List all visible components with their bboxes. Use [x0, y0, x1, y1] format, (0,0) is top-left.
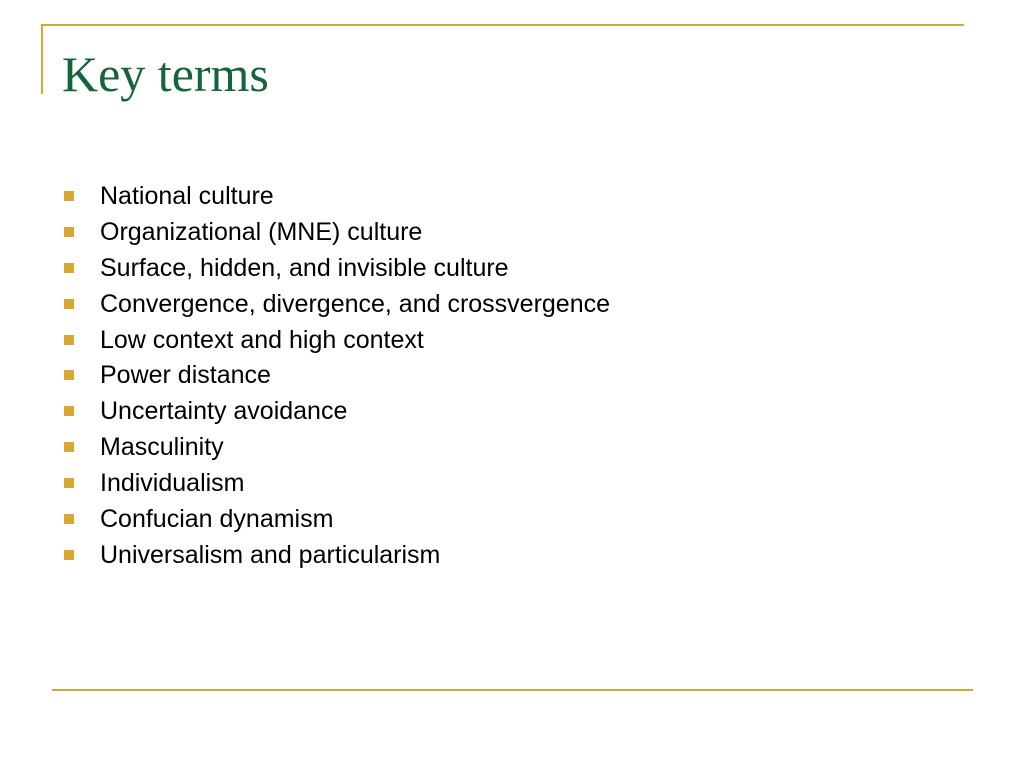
- list-item: [64, 357, 610, 393]
- bullet-text: Convergence, divergence, and crossvergence: [100, 289, 611, 318]
- square-bullet-icon: [64, 227, 74, 237]
- list-item: [64, 465, 610, 501]
- list-item: [64, 501, 610, 537]
- list-item: [64, 286, 610, 322]
- top-frame-line: [41, 24, 964, 26]
- bullet-text: Masculinity: [100, 433, 224, 462]
- list-item: [64, 322, 610, 358]
- bullet-text: Uncertainty avoidance: [100, 397, 348, 426]
- bottom-rule-line: [52, 689, 973, 691]
- square-bullet-icon: [64, 442, 74, 452]
- slide-title: Key terms: [62, 46, 269, 102]
- bullet-text: Power distance: [100, 361, 271, 390]
- bullet-text: National culture: [100, 181, 274, 210]
- bullet-text: Universalism and particularism: [100, 540, 441, 569]
- square-bullet-icon: [64, 406, 74, 416]
- left-frame-line: [41, 24, 43, 94]
- list-item: [64, 429, 610, 465]
- square-bullet-icon: [64, 478, 74, 488]
- list-item: [64, 393, 610, 429]
- list-item: [64, 214, 610, 250]
- square-bullet-icon: [64, 370, 74, 380]
- bullet-text: Confucian dynamism: [100, 504, 334, 533]
- square-bullet-icon: [64, 191, 74, 201]
- list-item: [64, 537, 610, 573]
- bullet-list: [64, 178, 610, 573]
- square-bullet-icon: [64, 550, 74, 560]
- square-bullet-icon: [64, 299, 74, 309]
- square-bullet-icon: [64, 263, 74, 273]
- square-bullet-icon: [64, 335, 74, 345]
- bullet-text: Low context and high context: [100, 325, 424, 354]
- bullet-text: Organizational (MNE) culture: [100, 217, 423, 246]
- list-item: [64, 178, 610, 214]
- list-item: [64, 250, 610, 286]
- bullet-text: Surface, hidden, and invisible culture: [100, 253, 509, 282]
- bullet-text: Individualism: [100, 469, 245, 498]
- square-bullet-icon: [64, 514, 74, 524]
